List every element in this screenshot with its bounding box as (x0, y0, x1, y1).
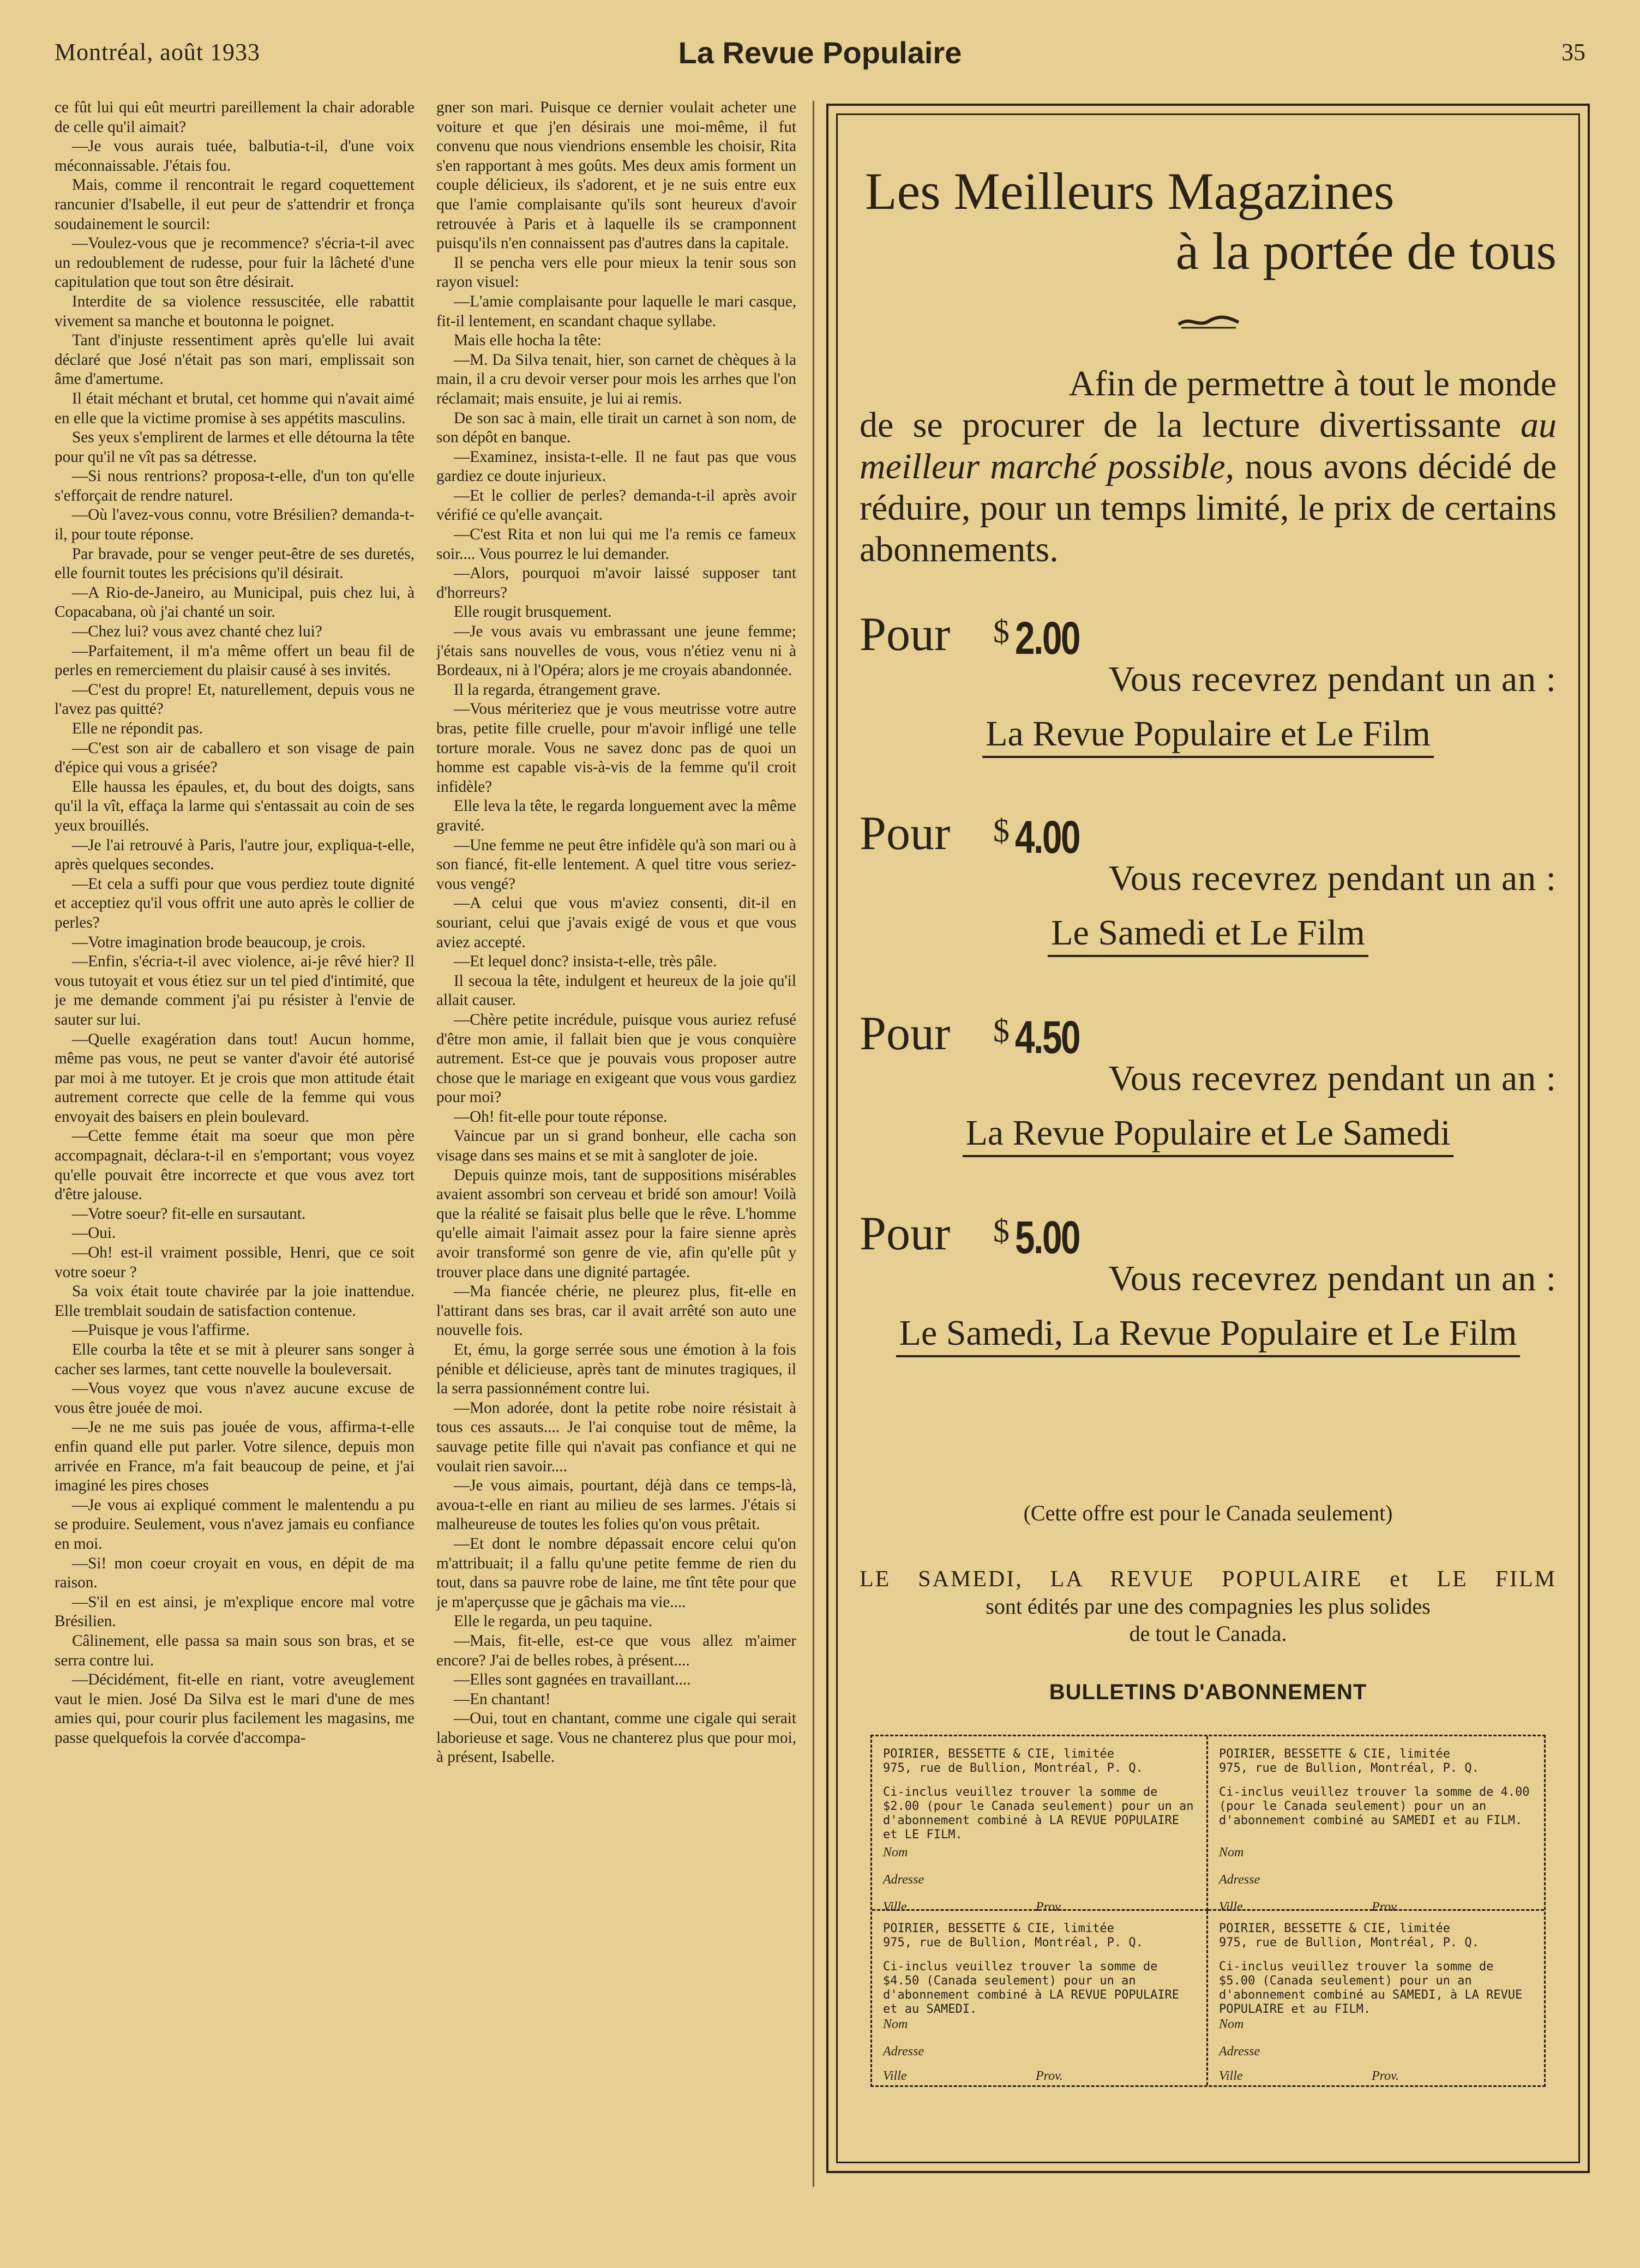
coupon-company: POIRIER, BESSETTE & CIE, limitée (883, 1747, 1114, 1761)
coupon-ville-field[interactable]: Ville (883, 2069, 907, 2083)
ad-title-line-1: Les Meilleurs Magazines (865, 162, 1395, 220)
article-paragraph: Ses yeux s'emplirent de larmes et elle détourna la tête pour qu'il ne vît pas sa détresse. (55, 429, 414, 466)
publication-title: La Revue Populaire (678, 35, 962, 70)
header-date: Montréal, août 1933 (55, 39, 261, 65)
article-paragraph: Il la regarda, étrangement grave. (454, 681, 661, 699)
article-paragraph: Vaincue par un si grand bonheur, elle cacha son visage dans ses mains et se mit à sangloter de joie. (436, 1127, 796, 1165)
article-paragraph: Elle haussa les épaules, et, du bout des doigts, sans qu'il la vît, effaça la larme qui s'entassait au coin de ses yeux brouillés. (55, 778, 414, 834)
article-paragraph: —Oui. (72, 1224, 116, 1242)
coupon-address: 975, rue de Bullion, Montréal, P. Q. (1219, 1936, 1479, 1950)
coupon-adresse-field[interactable]: Adresse (1219, 1873, 1260, 1887)
coupon-ville-field[interactable]: Ville (883, 1900, 907, 1914)
article-paragraph: —Parfaitement, il m'a même offert un beau fil de perles en remerciement du plaisir causé à ses invités. (55, 642, 414, 679)
offer-receive-text: Vous recevrez pendant un an : (1108, 1058, 1557, 1098)
coupon-nom-field[interactable]: Nom (1219, 2017, 1244, 2031)
article-paragraph: —Si nous rentrions? proposa-t-elle, d'un ton qu'elle s'efforçait de rendre naturel. (55, 467, 414, 504)
article-paragraph: —Oui, tout en chantant, comme une cigale qui serait laborieuse et sage. Vous ne chanterez plus que pour moi, à présent, Isabelle. (436, 1710, 796, 1766)
coupon-body: Ci-inclus veuillez trouver la somme de $2.00 (pour le Canada seulement) pour un an d'abonnement combiné à LA REVUE POPULAIRE et LE FILM. (883, 1785, 1194, 1842)
article-paragraph: —S'il en est ainsi, je m'explique encore mal votre Brésilien. (55, 1593, 414, 1631)
coupon-company: POIRIER, BESSETTE & CIE, limitée (1219, 1922, 1450, 1935)
coupon-company: POIRIER, BESSETTE & CIE, limitée (883, 1922, 1114, 1935)
article-paragraph: —Oh! fit-elle pour toute réponse. (454, 1108, 668, 1126)
ad-intro-first-line: Afin de permettre à tout le monde (1068, 364, 1557, 404)
article-paragraph: —L'amie complaisante pour laquelle le mari casque, fit-il lentement, en scandant chaque syllabe. (436, 292, 796, 330)
article-column-2 (436, 98, 796, 2187)
offer-magazines (860, 1111, 1557, 1155)
article-paragraph: Sa voix était toute chavirée par la joie inattendue. Elle tremblait soudain de satisfaction contenue. (55, 1283, 414, 1320)
article-paragraph: Elle ne répondit pas. (72, 720, 203, 737)
offer-price: 4.00 (1015, 811, 1080, 863)
dollar-sign: $ (993, 1213, 1010, 1249)
article-paragraph: —Où l'avez-vous connu, votre Brésilien? demanda-t-il, pour toute réponse. (55, 506, 414, 544)
offer-receive-text: Vous recevrez pendant un an : (1108, 858, 1557, 898)
article-paragraph: —Examinez, insista-t-elle. Il ne faut pas que vous gardiez ce doute injurieux. (436, 448, 796, 485)
coupon-prov-field[interactable]: Prov. (1372, 1900, 1399, 1914)
page-header (55, 35, 1585, 76)
article-paragraph: Elle courba la tête et se mit à pleurer sans songer à cacher ses larmes, tant cette nouvelle la bouleversait. (55, 1341, 414, 1378)
coupon-adresse-field[interactable]: Adresse (883, 2044, 924, 2059)
coupon-nom-field[interactable]: Nom (883, 1845, 908, 1860)
canada-only-note: (Cette offre est pour le Canada seulement) (1023, 1501, 1393, 1525)
article-paragraph: gner son mari. Puisque ce dernier voulait acheter une voiture et que j'en désirais une moi-même, il fut convenu que nous viendrions ensemble les choisir, Rita s'en rapportant à mes goûts. Mes deux amis forment un couple délicieux, ils s'adorent, et je ne suis entre eux que l'amie complaisante qu'ils sont heureux d'avoir retrouvée à Paris et à laquelle ils se cramponnent puisqu'ils n'en connaissent pas d'autres dans la capitale. (436, 99, 796, 252)
publisher-statement (860, 1566, 1557, 1647)
ad-inner-border (836, 113, 1580, 2163)
offer-magazines (860, 712, 1557, 756)
coupon-nom-field[interactable]: Nom (883, 2017, 908, 2031)
article-paragraph: —C'est du propre! Et, naturellement, depuis vous ne l'avez pas quitté? (55, 681, 414, 718)
article-paragraph: —Vous mériteriez que je vous meutrisse votre autre bras, petite fille cruelle, pour m'avoir infligé une telle torture morale. Vous ne savez donc pas de quoi un homme est capable vis-à-vis de la femme qu'il croit infidèle? (436, 700, 796, 796)
column-divider (813, 101, 814, 2187)
coupon-prov-field[interactable]: Prov. (1372, 2069, 1399, 2083)
article-paragraph: Elle rougit brusquement. (454, 603, 612, 621)
offer-price: 5.00 (1015, 1212, 1080, 1263)
dollar-sign: $ (993, 1013, 1010, 1049)
publisher-line-2: sont édités par une des compagnies les plus solides (986, 1594, 1431, 1619)
offer-pour: Pour (860, 1007, 951, 1060)
offer-receive-text: Vous recevrez pendant un an : (1108, 1259, 1557, 1298)
article-paragraph: —Votre soeur? fit-elle en sursautant. (72, 1205, 306, 1223)
article-paragraph: —Je vous aimais, pourtant, déjà dans ce temps-là, avoua-t-elle en riant au milieu de ses larmes. J'étais si malheureuse de toutes les folies qu'on vous prêtait. (436, 1477, 796, 1533)
offer-receive-text: Vous recevrez pendant un an : (1108, 659, 1557, 699)
coupon-prov-field[interactable]: Prov. (1036, 2069, 1063, 2083)
offer-magazines-label: Le Samedi, La Revue Populaire et Le Film (896, 1313, 1521, 1357)
subscription-advertisement (826, 104, 1590, 2173)
article-paragraph: Tant d'injuste ressentiment après qu'elle lui avait déclaré que José n'était pas son mari, emplissait son âme d'amertume. (55, 332, 414, 388)
offer-pour: Pour (860, 608, 951, 661)
coupon-ville-field[interactable]: Ville (1219, 2069, 1243, 2083)
coupon-company: POIRIER, BESSETTE & CIE, limitée (1219, 1747, 1450, 1761)
article-paragraph: —Et le collier de perles? demanda-t-il après avoir vérifié ce qu'elle avançait. (436, 486, 796, 524)
coupon-2-00[interactable] (872, 1736, 1208, 1914)
ad-title-line-2: à la portée de tous (1175, 222, 1557, 280)
article-paragraph: Il se pencha vers elle pour mieux la tenir sous son rayon visuel: (436, 254, 796, 291)
article-paragraph: —Oh! est-il vraiment possible, Henri, que ce soit votre soeur ? (55, 1244, 414, 1281)
article-column-1 (55, 98, 414, 2187)
article-paragraph: Câlinement, elle passa sa main sous son bras, et se serra contre lui. (55, 1632, 414, 1669)
offer-magazines-label: La Revue Populaire et Le Samedi (963, 1113, 1454, 1157)
offer-magazines-label: Le Samedi et Le Film (1048, 913, 1368, 957)
article-paragraph: Il était méchant et brutal, cet homme qui n'avait aimé en elle que la victime promise à ses appétits masculins. (55, 389, 414, 427)
article-paragraph: Depuis quinze mois, tant de suppositions misérables avaient assombri son cerveau et bridé son amour! Voilà que la réalité se faisait plus belle que le rêve. L'homme qu'elle aimait l'aimait assez pour la faire sienne après avoir transformé son genre de vie, afin qu'elle pût y trouver place dans une dignité partagée. (436, 1166, 796, 1281)
flourish-ornament-icon (1176, 311, 1241, 333)
offer-4-50 (860, 1008, 1557, 1182)
publisher-line-3: de tout le Canada. (1129, 1621, 1287, 1646)
article-paragraph: —Je vous avais vu embrassant une jeune femme; j'étais sans nouvelles de vous, vous n'étiez venu ni à Bordeaux, ni à l'Opéra; alors je me croyais abandonnée. (436, 623, 796, 679)
article-paragraph: —M. Da Silva tenait, hier, son carnet de chèques à la main, il a cru devoir verser pour mois les arrhes que l'on réclamait; mais ensuite, je lui ai remis. (436, 351, 796, 407)
article-paragraph: —Je ne me suis pas jouée de vous, affirma-t-elle enfin quand elle put parler. Votre silence, depuis mon arrivée en France, m'a fait beaucoup de peine, et j'ai imaginé les pires choses (55, 1418, 414, 1495)
coupon-address: 975, rue de Bullion, Montréal, P. Q. (1219, 1761, 1479, 1775)
article-paragraph: —Chère petite incrédule, puisque vous auriez refusé d'être mon amie, il fallait bien que je vous conquière autrement. Est-ce que je pouvais vous proposer autre chose que le mariage en exigeant que vous vous gardiez pour moi? (436, 1010, 796, 1106)
article-paragraph: —Si! mon coeur croyait en vous, en dépit de ma raison. (55, 1554, 414, 1592)
article-paragraph: —Vous voyez que vous n'avez aucune excuse de vous être jouée de moi. (55, 1380, 414, 1417)
article-paragraph: —Mon adorée, dont la petite robe noire résistait à tous ces assauts.... Je l'ai conquise tout de même, la sauvage petite fille qui n'avait pas confiance et qui ne voulait rien savoir.... (436, 1399, 796, 1475)
offer-magazines-label: La Revue Populaire et Le Film (982, 714, 1434, 758)
article-paragraph: Il secoua la tête, indulgent et heureux de la joie qu'il allait causer. (436, 972, 796, 1009)
ad-intro-part-b: nous avons décidé de réduire, pour un temps limité, le prix de certains abonnements. (860, 447, 1557, 569)
offer-5-00 (860, 1208, 1557, 1382)
dollar-sign: $ (993, 613, 1010, 649)
article-paragraph: —Voulez-vous que je recommence? s'écria-t-il avec un redoublement de rudesse, pour fuir la lâcheté d'une capitulation que tout son être désirait. (55, 234, 414, 291)
article-paragraph: Mais, comme il rencontrait le regard coquettement rancunier d'Isabelle, il eut peur de s'attendrir et fronça soudainement le sourcil: (55, 176, 414, 233)
ad-intro-part-a: de se procurer de la lecture divertissante (860, 405, 1521, 445)
article-paragraph: —Alors, pourquoi m'avoir laissé supposer tant d'horreurs? (436, 564, 796, 601)
article-paragraph: —Je vous aurais tuée, balbutia-t-il, d'une voix méconnaissable. J'étais fou. (55, 137, 414, 175)
article-paragraph: —Votre imagination brode beaucoup, je crois. (72, 933, 366, 951)
article-paragraph: —Puisque je vous l'affirme. (72, 1321, 250, 1339)
coupon-body: Ci-inclus veuillez trouver la somme de $4.50 (Canada seulement) pour un an d'abonnement combiné à LA REVUE POPULAIRE et au SAMEDI. (883, 1960, 1180, 2016)
coupon-address: 975, rue de Bullion, Montréal, P. Q. (883, 1936, 1143, 1950)
article-paragraph: —Mais, fit-elle, est-ce que vous allez m'aimer encore? J'ai de belles robes, à présent.... (436, 1632, 796, 1669)
article-paragraph: —Décidément, fit-elle en riant, votre aveuglement vaut le mien. José Da Silva est le mari d'une de mes amies qui, pour courir plus facilement les magasins, me passe quelquefois la corvée d'accompa- (55, 1671, 414, 1747)
coupon-4-50[interactable] (872, 1911, 1208, 2085)
offer-magazines (860, 911, 1557, 955)
offer-price: 2.00 (1015, 612, 1080, 664)
offer-pour: Pour (860, 807, 951, 860)
article-paragraph: —Je l'ai retrouvé à Paris, l'autre jour, expliqua-t-elle, après quelques secondes. (55, 836, 414, 874)
coupon-ville-field[interactable]: Ville (1219, 1900, 1243, 1914)
article-paragraph: Et, ému, la gorge serrée sous une émotion à la fois pénible et délicieuse, après tant de minutes tragiques, il la serra passionnément contre lui. (436, 1341, 796, 1398)
dollar-sign: $ (993, 813, 1010, 849)
article-paragraph: —C'est Rita et non lui qui me l'a remis ce fameux soir.... Vous pourrez le lui demander. (436, 526, 796, 563)
article-paragraph: Elle le regarda, un peu taquine. (454, 1613, 652, 1631)
article-paragraph: —Je vous ai expliqué comment le malentendu a pu se produire. Seulement, vous n'avez jamais eu confiance en moi. (55, 1496, 414, 1553)
article-paragraph: —C'est son air de caballero et son visage de pain d'épice qui vous a grisée? (55, 739, 414, 777)
article-paragraph: ce fût lui qui eût meurtri pareillement la chair adorable de celle qu'il aimait? (55, 99, 414, 136)
coupon-4-00[interactable] (1208, 1736, 1544, 1914)
article-paragraph: —A Rio-de-Janeiro, au Municipal, puis chez lui, à Copacabana, où j'ai chanté un soir. (55, 583, 414, 621)
offer-2-00 (860, 609, 1557, 783)
article-paragraph: —En chantant! (454, 1690, 551, 1708)
article-paragraph: De son sac à main, elle tirait un carnet à son nom, de son dépôt en banque. (436, 409, 796, 447)
bulletins-title: BULLETINS D'ABONNEMENT (1049, 1680, 1367, 1704)
subscription-coupons (870, 1735, 1546, 2087)
offer-pour: Pour (860, 1207, 951, 1260)
article-paragraph: —Chez lui? vous avez chanté chez lui? (72, 623, 322, 641)
article-paragraph: Elle leva la tête, le regarda longuement avec la même gravité. (436, 797, 796, 834)
coupon-body: Ci-inclus veuillez trouver la somme de $5.00 (Canada seulement) pour un an d'abonnement combiné au SAMEDI, à LA REVUE POPULAIRE et au FILM. (1219, 1960, 1523, 2016)
coupon-5-00[interactable] (1208, 1911, 1544, 2085)
ad-intro-italic: au meilleur marché possible, (860, 405, 1557, 486)
article-paragraph: —Une femme ne peut être infidèle qu'à son mari ou à son fiancé, fit-elle lentement. A quel titre vous seriez-vous vengé? (436, 836, 796, 893)
article-paragraph: Interdite de sa violence ressuscitée, elle rabattit vivement sa manche et boutonna le poignet. (55, 292, 414, 330)
article-paragraph: —Cette femme était ma soeur que mon père accompagnait, déclara-t-il en s'emportant; vous voyez qu'elle pouvait être incorrecte et que vous avez tort d'être jalouse. (55, 1127, 414, 1204)
coupon-prov-field[interactable]: Prov. (1036, 1900, 1063, 1914)
publisher-line-1: LE SAMEDI, LA REVUE POPULAIRE et LE FILM (860, 1567, 1557, 1592)
offer-price: 4.50 (1015, 1012, 1080, 1063)
offer-4-00 (860, 808, 1557, 982)
article-paragraph: —Et lequel donc? insista-t-elle, très pâle. (454, 953, 717, 971)
article-paragraph: —Quelle exagération dans tout! Aucun homme, même pas vous, ne peut se vanter d'avoir été autorisé par moi à me tutoyer. Et je crois que mon attitude était autrement correcte que celle de la femme qui vous envoyait des baisers en plein boulevard. (55, 1030, 414, 1126)
coupon-adresse-field[interactable]: Adresse (1219, 2044, 1260, 2059)
coupon-body: Ci-inclus veuillez trouver la somme de 4.00 (pour le Canada seulement) pour un an d'abonnement combiné au SAMEDI et au FILM. (1219, 1785, 1530, 1827)
article-paragraph: —Enfin, s'écria-t-il avec violence, ai-je rêvé hier? Il vous tutoyait et vous étiez sur un tel pied d'intimité, que je me demande comment j'ai pu résister à l'envie de sauter sur lui. (55, 953, 414, 1028)
coupon-address: 975, rue de Bullion, Montréal, P. Q. (883, 1761, 1143, 1775)
coupon-nom-field[interactable]: Nom (1219, 1845, 1244, 1860)
offer-magazines (860, 1312, 1557, 1355)
article-paragraph: Mais elle hocha la tête: (454, 332, 602, 350)
article-paragraph: —Ma fiancée chérie, ne pleurez plus, fit-elle en l'attirant dans ses bras, car il avait arrêté son auto une nouvelle fois. (436, 1283, 796, 1339)
article-paragraph: —Et dont le nombre dépassait encore celui qu'on m'attribuait; il a fallu qu'une petite femme de rien du tout, dans sa pauvre robe de laine, me tînt tête pour que je m'aperçusse que je gâchais ma vie.... (436, 1535, 796, 1611)
article-paragraph: —Et cela a suffi pour que vous perdiez toute dignité et acceptiez qu'il vous offrit une auto après le collier de perles? (55, 875, 414, 931)
coupon-adresse-field[interactable]: Adresse (883, 1873, 924, 1887)
article-paragraph: —A celui que vous m'aviez consenti, dit-il en souriant, celui que j'avais exigé de vous et que vous aviez accepté. (436, 894, 796, 951)
article-paragraph: —Elles sont gagnées en travaillant.... (454, 1671, 691, 1689)
article-paragraph: Par bravade, pour se venger peut-être de ses duretés, elle fournit toutes les précisions qu'il désirait. (55, 545, 414, 582)
ad-intro-text (860, 363, 1557, 570)
page-number: 35 (1561, 39, 1585, 65)
